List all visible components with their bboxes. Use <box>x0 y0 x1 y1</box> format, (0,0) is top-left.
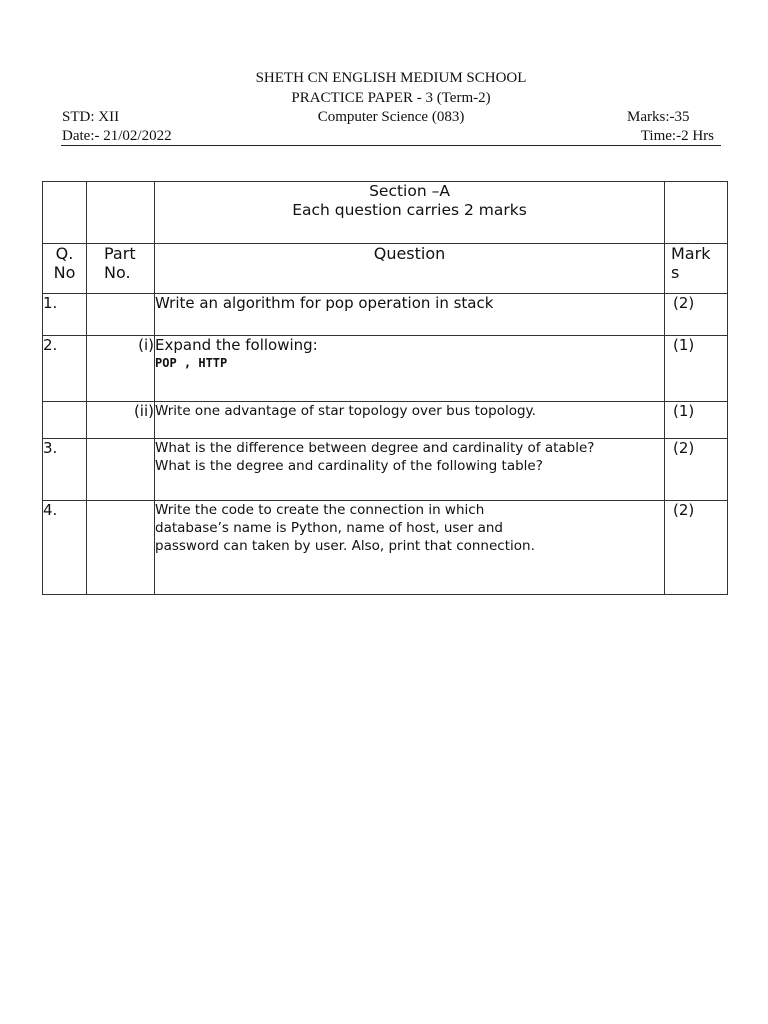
question-text: Write the code to create the connection in which database’s name is Python, name of host, user and password can taken by user. Also, print that connection. <box>155 501 665 595</box>
part-number: (ii) <box>87 402 155 439</box>
question-header: Question <box>155 244 665 294</box>
part-number <box>87 439 155 501</box>
question-marks: (1) <box>665 336 728 402</box>
code-text: POP , HTTP <box>155 356 228 370</box>
part-number <box>87 294 155 336</box>
question-table <box>42 181 728 595</box>
table-row <box>43 402 728 439</box>
question-text: Write an algorithm for pop operation in stack <box>155 294 665 336</box>
question-marks: (1) <box>665 402 728 439</box>
part-number: (i) <box>87 336 155 402</box>
question-number <box>43 402 87 439</box>
subject-label: Computer Science (083) <box>317 109 465 125</box>
marks-header: Mark s <box>665 244 728 294</box>
section-title: Section –A <box>369 182 450 200</box>
part-number <box>87 501 155 595</box>
question-text: Expand the following: POP , HTTP <box>155 336 665 402</box>
part-header: Part No. <box>87 244 155 294</box>
section-heading <box>155 182 665 244</box>
table-row <box>43 336 728 402</box>
section-header-row <box>43 182 728 244</box>
marks-label: Marks:-35 <box>627 109 690 125</box>
column-header-row <box>43 244 728 294</box>
question-number: 3. <box>43 439 87 501</box>
question-marks: (2) <box>665 294 728 336</box>
school-name: SHETH CN ENGLISH MEDIUM SCHOOL <box>255 70 527 86</box>
question-text: Write one advantage of star topology over bus topology. <box>155 402 665 439</box>
question-number: 1. <box>43 294 87 336</box>
header-divider <box>61 145 721 146</box>
section-subtitle: Each question carries 2 marks <box>292 201 527 219</box>
table-row <box>43 294 728 336</box>
time-label: Time:-2 Hrs <box>640 128 714 144</box>
question-number: 2. <box>43 336 87 402</box>
table-row <box>43 501 728 595</box>
question-text: What is the difference between degree and cardinality of atable? What is the degree and cardinality of the following table? <box>155 439 665 501</box>
question-marks: (2) <box>665 501 728 595</box>
paper-title: PRACTICE PAPER - 3 (Term-2) <box>291 90 491 106</box>
table-row <box>43 439 728 501</box>
question-marks: (2) <box>665 439 728 501</box>
std-label: STD: XII <box>62 109 120 125</box>
date-label: Date:- 21/02/2022 <box>62 128 172 144</box>
qno-header: Q. No <box>43 244 87 294</box>
question-number: 4. <box>43 501 87 595</box>
